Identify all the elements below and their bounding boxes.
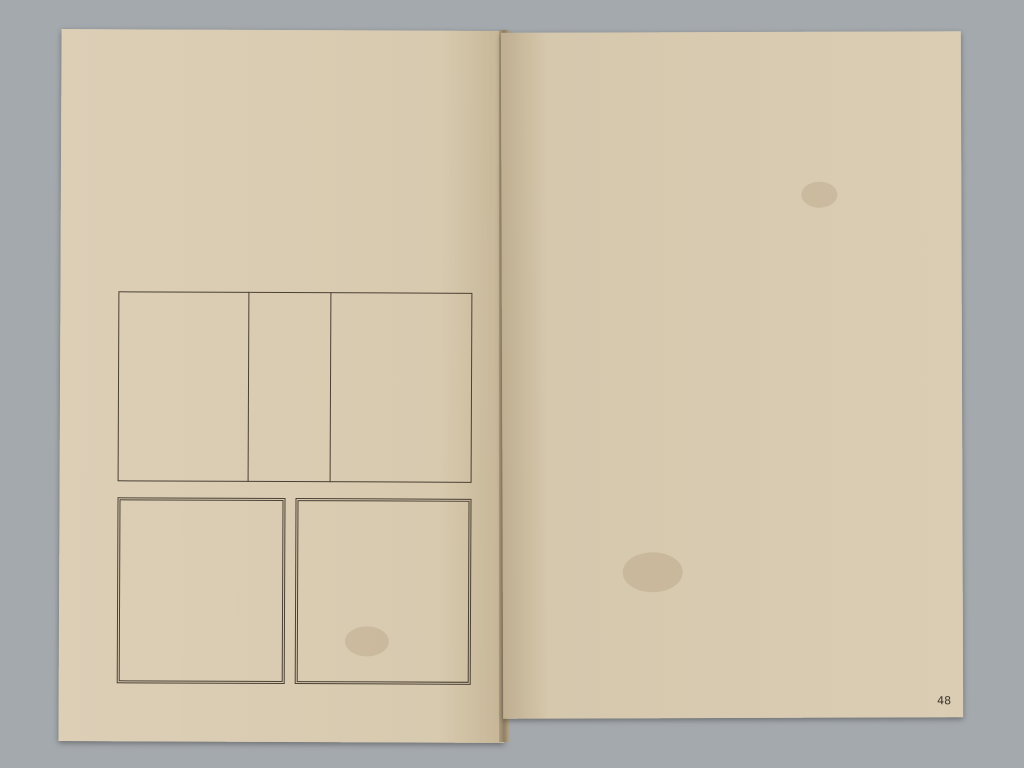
publication-info-block bbox=[117, 497, 286, 684]
contribution-notice-body bbox=[107, 109, 208, 269]
editor-notes-body bbox=[218, 102, 449, 303]
essay-text-lower bbox=[542, 415, 933, 696]
submission-info-block bbox=[295, 498, 472, 685]
paper-stain bbox=[345, 626, 389, 656]
essay-text-upper bbox=[541, 91, 932, 402]
paper-stain bbox=[801, 182, 837, 208]
advertisement-block bbox=[118, 291, 473, 483]
paper-stain bbox=[623, 552, 683, 592]
page-number: 48 bbox=[937, 694, 952, 708]
left-page bbox=[58, 29, 507, 743]
right-page bbox=[501, 31, 963, 719]
